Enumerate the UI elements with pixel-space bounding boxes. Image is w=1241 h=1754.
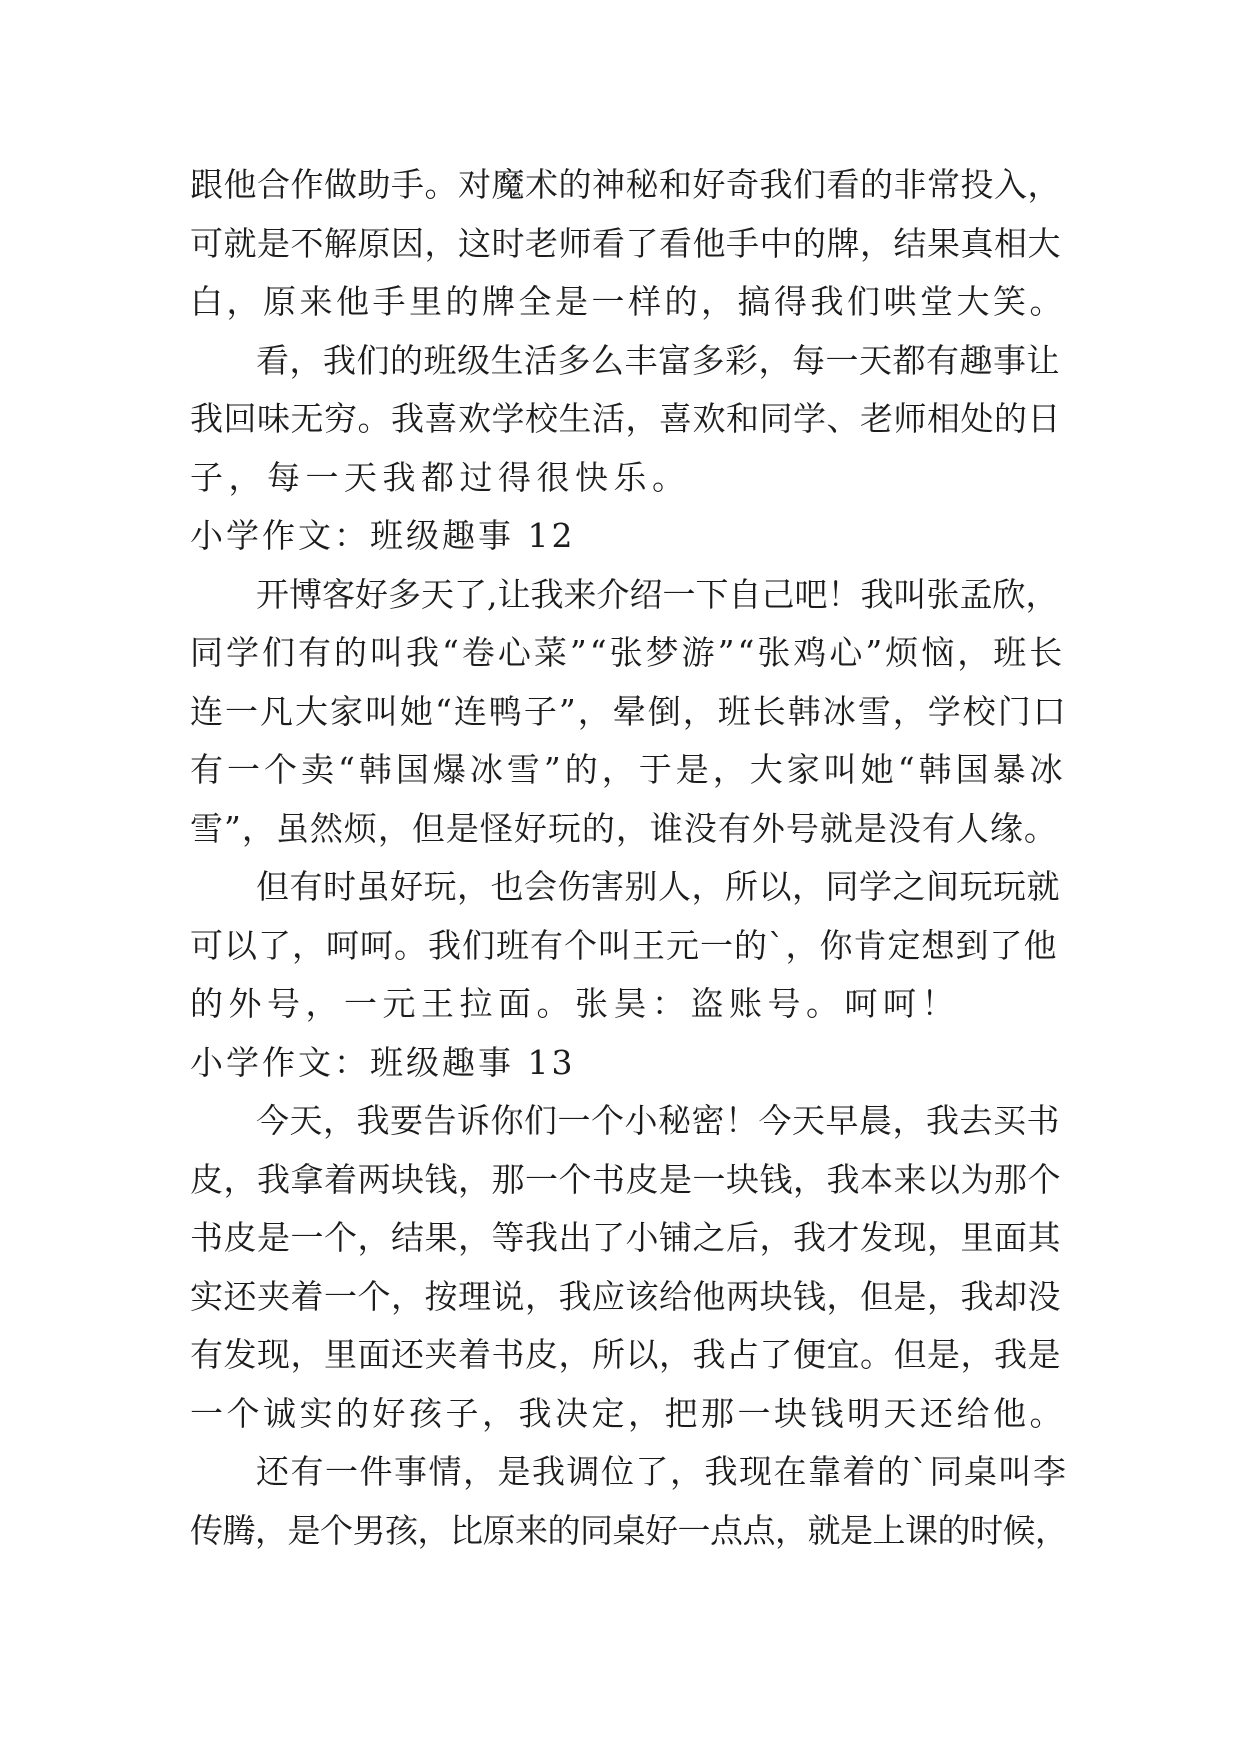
text-line: 一个诚实的好孩子，我决定，把那一块钱明天还给他。 <box>190 1393 1066 1433</box>
paragraph-first-line: 但有时虽好玩，也会伤害别人，所以，同学之间玩玩就 <box>256 867 1060 906</box>
text-line: 连一凡大家叫她“连鸭子”，晕倒，班长韩冰雪，学校门口 <box>190 691 1068 731</box>
text-line: 可以了，呵呵。我们班有个叫王元一的`，你肯定想到了他 <box>190 925 1058 965</box>
text-line: 有一个卖“韩国爆冰雪”的，于是，大家叫她“韩国暴冰 <box>190 750 1067 789</box>
paragraph-first-line: 开博客好多天了,让我来介绍一下自己吧！我叫张孟欣， <box>256 574 1059 614</box>
section-heading-12: 小学作文：班级趣事 12 <box>190 516 576 555</box>
text-line: 的外号，一元王拉面。张昊：盗账号。呵呵！ <box>190 984 960 1023</box>
text-line: 传腾，是个男孩，比原来的同桌好一点点，就是上课的时候， <box>190 1510 1068 1550</box>
text-line: 皮，我拿着两块钱，那一个书皮是一块钱，我本来以为那个 <box>190 1159 1061 1199</box>
text-line: 子，每一天我都过得很快乐。 <box>190 457 691 497</box>
text-line: 实还夹着一个，按理说，我应该给他两块钱，但是，我却没 <box>190 1276 1061 1316</box>
paragraph-first-line: 看，我们的班级生活多么丰富多彩，每一天都有趣事让 <box>256 340 1060 380</box>
text-line: 有发现，里面还夹着书皮，所以，我占了便宜。但是，我是 <box>190 1335 1061 1374</box>
text-line: 书皮是一个，结果，等我出了小铺之后，我才发现，里面其 <box>190 1218 1061 1257</box>
text-line: 跟他合作做助手。对魔术的神秘和好奇我们看的非常投入， <box>190 165 1061 204</box>
paragraph-first-line: 今天，我要告诉你们一个小秘密！今天早晨，我去买书 <box>256 1101 1060 1140</box>
document-body <box>190 156 1070 1560</box>
text-line: 同学们有的叫我“卷心菜”“张梦游”“张鸡心”烦恼，班长 <box>190 633 1066 672</box>
paragraph-first-line: 还有一件事情，是我调位了，我现在靠着的`同桌叫李 <box>256 1452 1068 1491</box>
text-line: 我回味无穷。我喜欢学校生活，喜欢和同学、老师相处的日 <box>190 399 1061 438</box>
text-line: 白，原来他手里的牌全是一样的，搞得我们哄堂大笑。 <box>190 282 1066 321</box>
section-heading-13: 小学作文：班级趣事 13 <box>190 1042 576 1082</box>
text-line: 雪”，虽然烦，但是怪好玩的，谁没有外号就是没有人缘。 <box>190 808 1058 848</box>
text-line: 可就是不解原因，这时老师看了看他手中的牌，结果真相大 <box>190 223 1061 263</box>
